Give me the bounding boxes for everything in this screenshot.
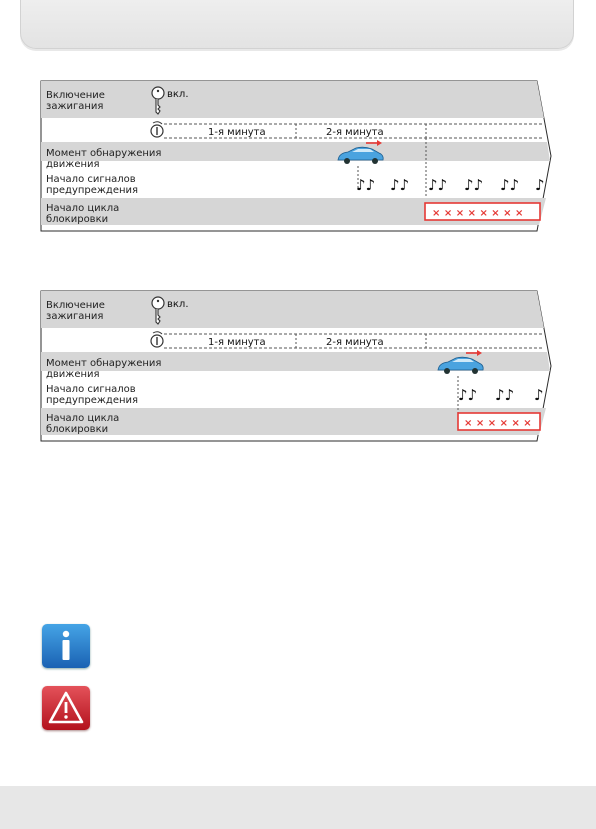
warning-note-5: ♪♪ xyxy=(500,176,520,194)
minute-label-1: 1-я минута xyxy=(208,127,266,138)
label-detect-2: движения xyxy=(46,369,100,380)
svg-text:♪♪ xyxy=(464,176,483,194)
svg-text:предупреждения xyxy=(46,185,138,196)
svg-text:♪♪ xyxy=(500,176,519,194)
label-block-1: Начало цикла xyxy=(46,413,120,424)
svg-text:Момент обнаружения xyxy=(46,358,161,369)
svg-text:♪♪ xyxy=(495,386,514,404)
ignition-state: вкл. xyxy=(167,89,189,100)
timeline-diagram-2 xyxy=(40,290,552,442)
page-footer-band xyxy=(0,786,596,829)
info-icon xyxy=(42,624,90,668)
block-marks: × × × × × × xyxy=(464,418,532,429)
svg-text:вкл. xyxy=(167,89,189,100)
block-marks: × × × × × × × × xyxy=(432,208,524,219)
label-block-1: Начало цикла xyxy=(46,203,120,214)
svg-text:× × × × × × xyxy=(464,418,532,429)
svg-text:зажигания xyxy=(46,311,103,322)
svg-text:блокировки xyxy=(46,214,108,225)
ignition-state: вкл. xyxy=(167,299,189,310)
label-ignition-2: зажигания xyxy=(46,311,104,322)
warning-note-1: ♪♪ xyxy=(458,386,478,404)
label-warn-1: Начало сигналов xyxy=(46,384,136,395)
label-ignition-1: Включение xyxy=(46,300,105,311)
label-ignition-1: Включение xyxy=(46,90,105,101)
svg-text:блокировки xyxy=(46,424,108,435)
minute-label-2: 2-я минута xyxy=(326,127,384,138)
row-bg-ignition xyxy=(41,291,544,328)
svg-text:Включение xyxy=(46,90,105,101)
svg-text:Начало сигналов xyxy=(46,384,136,395)
svg-text:Начало цикла xyxy=(46,413,119,424)
warning-icon xyxy=(42,686,90,730)
label-warn-2: предупреждения xyxy=(46,395,139,406)
warning-note-6: ♪ xyxy=(535,176,545,194)
svg-text:♪♪ xyxy=(390,176,409,194)
minute-label-2: 2-я минута xyxy=(326,337,384,348)
svg-text:2-я минута xyxy=(326,337,384,348)
label-detect-2: движения xyxy=(46,159,100,170)
svg-text:× × × × × × × × xyxy=(432,208,523,219)
label-detect-1: Момент обнаружения xyxy=(46,358,162,369)
warning-note-3: ♪♪ xyxy=(428,176,448,194)
minute-label-1: 1-я минута xyxy=(208,337,266,348)
warning-note-2: ♪♪ xyxy=(390,176,410,194)
svg-text:движения xyxy=(46,159,100,170)
svg-text:♪ xyxy=(534,386,544,404)
svg-text:2-я минута xyxy=(326,127,384,138)
warning-note-1: ♪♪ xyxy=(356,176,376,194)
svg-text:♪♪ xyxy=(458,386,477,404)
page-header-banner xyxy=(20,0,574,49)
label-block-2: блокировки xyxy=(46,214,109,225)
svg-text:зажигания xyxy=(46,101,103,112)
timeline-diagram-1 xyxy=(40,80,552,232)
svg-text:Начало сигналов xyxy=(46,174,136,185)
label-warn-1: Начало сигналов xyxy=(46,174,136,185)
svg-text:Включение xyxy=(46,300,105,311)
label-ignition-2: зажигания xyxy=(46,101,104,112)
warning-note-4: ♪♪ xyxy=(464,176,484,194)
svg-text:♪♪ xyxy=(428,176,447,194)
warning-note-3: ♪ xyxy=(534,386,544,404)
svg-text:♪ xyxy=(535,176,545,194)
svg-text:Момент обнаружения xyxy=(46,148,161,159)
svg-text:вкл. xyxy=(167,299,189,310)
warning-note-2: ♪♪ xyxy=(495,386,515,404)
svg-text:♪♪ xyxy=(356,176,375,194)
label-block-2: блокировки xyxy=(46,424,109,435)
svg-text:1-я минута xyxy=(208,337,266,348)
label-warn-2: предупреждения xyxy=(46,185,139,196)
svg-text:Начало цикла xyxy=(46,203,119,214)
svg-text:предупреждения xyxy=(46,395,138,406)
row-bg-ignition xyxy=(41,81,544,118)
svg-text:1-я минута xyxy=(208,127,266,138)
svg-text:движения xyxy=(46,369,100,380)
label-detect-1: Момент обнаружения xyxy=(46,148,162,159)
